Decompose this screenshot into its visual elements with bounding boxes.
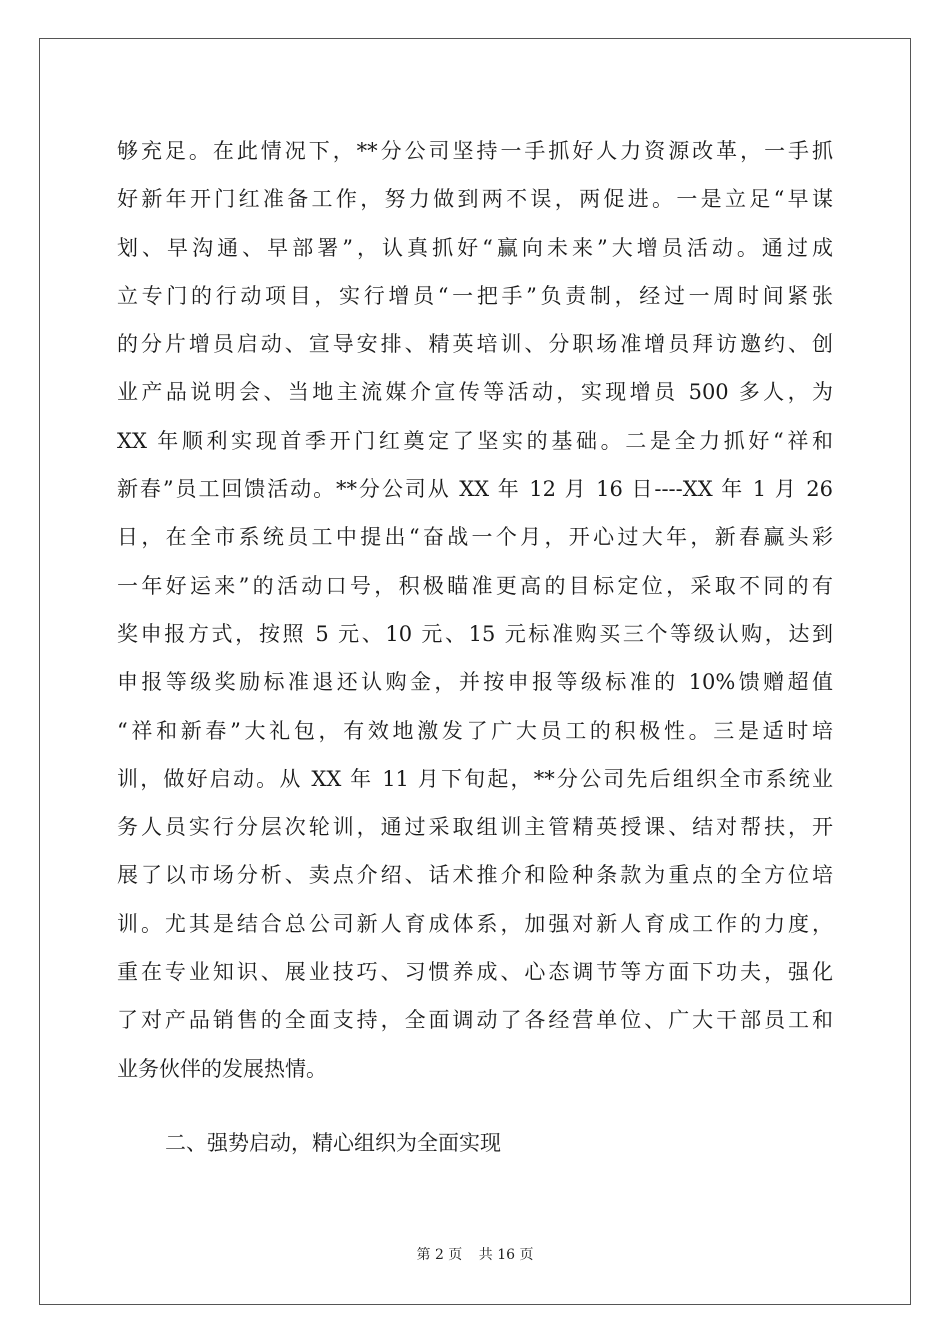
paragraph-line: 奖申报方式，按照 5 元、10 元、15 元标准购买三个等级认购，达到 (117, 621, 833, 646)
paragraph-line: 了对产品销售的全面支持，全面调动了各经营单位、广大干部员工和 (117, 1008, 833, 1033)
paragraph-line: 够充足。在此情况下，**分公司坚持一手抓好人力资源改革，一手抓 (117, 139, 833, 163)
paragraph-line: “祥和新春”大礼包，有效地激发了广大员工的积极性。三是适时培 (117, 718, 833, 743)
paragraph-line: 训，做好启动。从 XX 年 11 月下旬起，**分公司先后组织全市系统业 (117, 766, 833, 791)
paragraph-line: 划、早沟通、早部署”，认真抓好“赢向未来”大增员活动。通过成 (117, 235, 833, 260)
paragraph-line: 重在专业知识、展业技巧、习惯养成、心态调节等方面下功夫，强化 (117, 960, 833, 985)
section-heading: 二、强势启动，精心组织为全面实现 (165, 1131, 501, 1155)
paragraph-line: 的分片增员启动、宣导安排、精英培训、分职场准增员拜访邀约、创 (117, 332, 833, 357)
paragraph-line: 训。尤其是结合总公司新人育成体系，加强对新人育成工作的力度， (117, 911, 833, 936)
paragraph-line: XX 年顺利实现首季开门红奠定了坚实的基础。二是全力抓好“祥和 (117, 428, 833, 453)
page-footer (0, 1245, 950, 1265)
paragraph-line: 日，在全市系统员工中提出“奋战一个月，开心过大年，新春赢头彩 (117, 525, 833, 550)
document-body (117, 127, 833, 1093)
paragraph-line: 立专门的行动项目，实行增员“一把手”负责制，经过一周时间紧张 (117, 283, 833, 308)
paragraph-line: 业产品说明会、当地主流媒介宣传等活动，实现增员 500 多人，为 (117, 380, 833, 405)
paragraph-line: 新春”员工回馈活动。**分公司从 XX 年 12 月 16 日----XX 年 1 月 26 (117, 477, 833, 502)
page-total: 共 16 页 (478, 1247, 534, 1263)
paragraph-line: 好新年开门红准备工作，努力做到两不误，两促进。一是立足“早谋 (117, 187, 833, 212)
paragraph-line: 一年好运来”的活动口号，积极瞄准更高的目标定位，采取不同的有 (117, 573, 833, 598)
page-number: 第 2 页 (416, 1247, 463, 1263)
paragraph-line: 申报等级奖励标准退还认购金，并按申报等级标准的 10%馈赠超值 (117, 670, 833, 695)
paragraph-line: 务人员实行分层次轮训，通过采取组训主管精英授课、结对帮扶，开 (117, 815, 833, 840)
paragraph-line: 业务伙伴的发展热情。 (117, 1056, 327, 1081)
paragraph-line: 展了以市场分析、卖点介绍、话术推介和险种条款为重点的全方位培 (117, 863, 833, 888)
